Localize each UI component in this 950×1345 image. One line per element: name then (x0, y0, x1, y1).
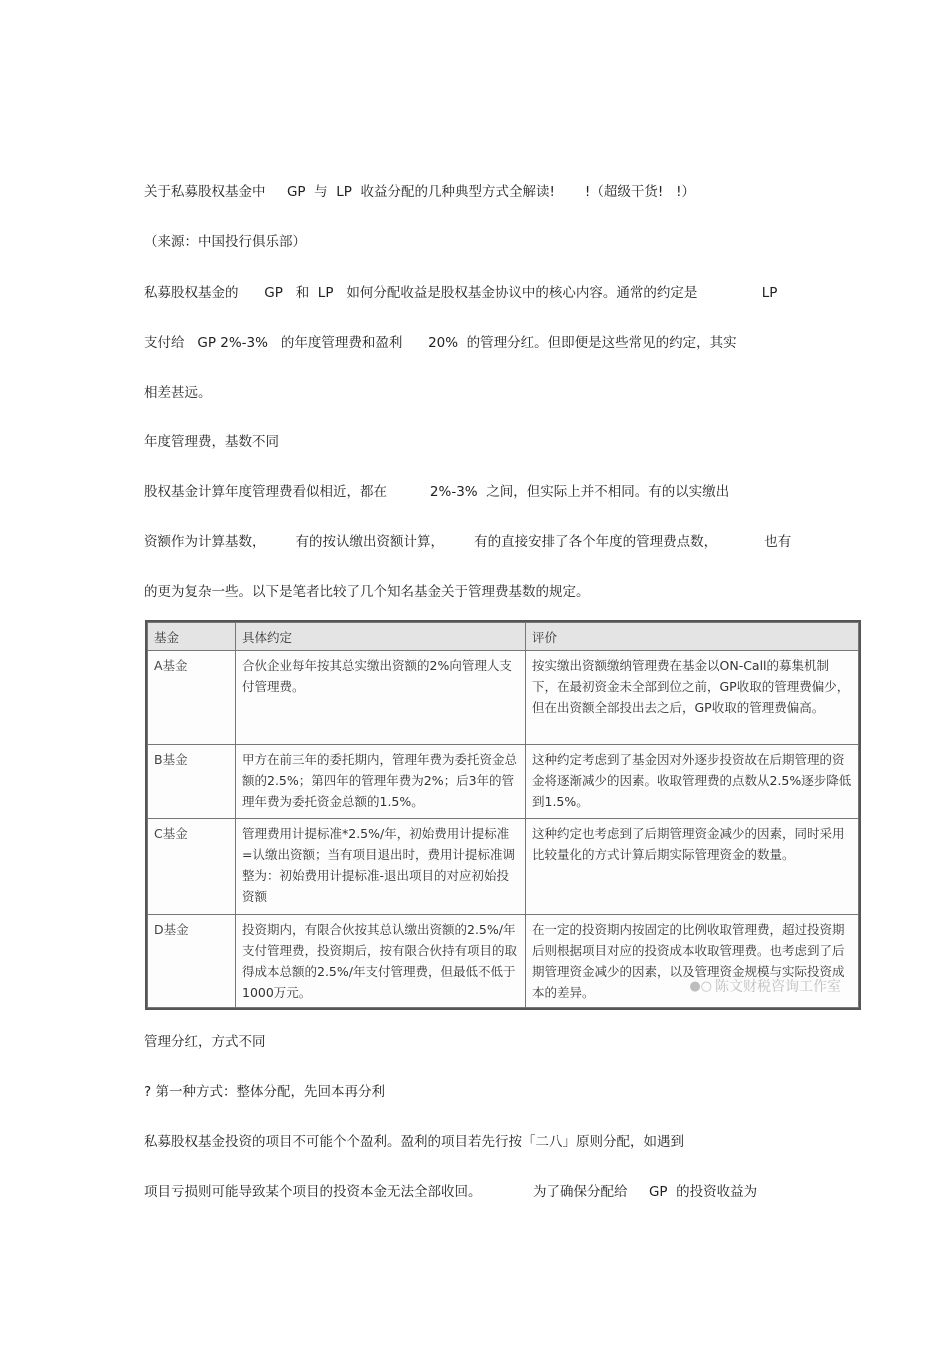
paragraph-line: 股权基金计算年度管理费看似相近，都在 2%-3% 之间，但实际上并不相同。有的以实缴出 (144, 484, 730, 500)
terms-cell: 管理费用计提标准*2.5%/年，初始费用计提标准=认缴出资额；当有项目退出时，费用计提标准调整为：初始费用计提标准-退出项目的对应初始投资额 (236, 819, 526, 915)
terms-cell: 甲方在前三年的委托期内，管理年费为委托资金总额的2.5%；第四年的管理年费为2%；后3年的管理年费为委托资金总额的1.5%。 (236, 745, 526, 819)
source-line: （来源：中国投行俱乐部） (144, 234, 306, 250)
paragraph-line: 相差甚远。 (144, 385, 212, 401)
comment-cell: 这种约定也考虑到了后期管理资金减少的因素，同时采用比较量化的方式计算后期实际管理资金的数量。 (526, 819, 859, 915)
paragraph-line: 项目亏损则可能导致某个项目的投资本金无法全部收回。 为了确保分配给 GP 的投资收益为 (144, 1184, 758, 1200)
paragraph-line: 私募股权基金投资的项目不可能个个盈利。盈利的项目若先行按「二八」原则分配，如遇到 (144, 1134, 684, 1150)
fund-cell: A基金 (148, 651, 236, 745)
fund-cell: D基金 (148, 915, 236, 1008)
table-header-row (148, 623, 859, 651)
table-row (148, 819, 859, 915)
terms-cell: 合伙企业每年按其总实缴出资额的2%向管理人支付管理费。 (236, 651, 526, 745)
article-title: 关于私募股权基金中 GP 与 LP 收益分配的几种典型方式全解读! !（超级干货! !） (144, 184, 696, 200)
paragraph-line: 资额作为计算基数， 有的按认缴出资额计算， 有的直接安排了各个年度的管理费点数， 也有 (144, 534, 792, 550)
table-row (148, 651, 859, 745)
header-terms: 具体约定 (236, 623, 526, 651)
paragraph-line: 私募股权基金的 GP 和 LP 如何分配收益是股权基金协议中的核心内容。通常的约定是 LP (144, 285, 778, 301)
comment-cell: 这种约定考虑到了基金因对外逐步投资故在后期管理的资金将逐渐减少的因素。收取管理费的点数从2.5%逐步降低到1.5%。 (526, 745, 859, 819)
table-row (148, 745, 859, 819)
fund-cell: B基金 (148, 745, 236, 819)
header-fund: 基金 (148, 623, 236, 651)
section-heading: 管理分红，方式不同 (144, 1034, 266, 1050)
watermark-text: 陈文财税咨询工作室 (715, 979, 841, 995)
paragraph-line: 支付给 GP 2%-3% 的年度管理费和盈利 20% 的管理分红。但即便是这些常见的约定，其实 (144, 335, 737, 351)
comment-cell: 按实缴出资额缴纳管理费在基金以ON-Call的募集机制下，在最初资金未全部到位之前，GP收取的管理费偏少，但在出资额全部投出去之后，GP收取的管理费偏高。 (526, 651, 859, 745)
header-comment: 评价 (526, 623, 859, 651)
paragraph-line: 的更为复杂一些。以下是笔者比较了几个知名基金关于管理费基数的规定。 (144, 584, 590, 600)
wechat-icon: ●○ (689, 978, 712, 994)
management-fee-table (145, 620, 861, 1010)
fund-cell: C基金 (148, 819, 236, 915)
watermark (689, 976, 841, 996)
subsection-heading: ? 第一种方式：整体分配，先回本再分利 (144, 1084, 385, 1100)
terms-cell: 投资期内，有限合伙按其总认缴出资额的2.5%/年支付管理费，投资期后，按有限合伙持有项目的取得成本总额的2.5%/年支付管理费，但最低不低于1000万元。 (236, 915, 526, 1008)
section-heading: 年度管理费，基数不同 (144, 434, 279, 450)
comment-cell: 在一定的投资期内按固定的比例收取管理费，超过投资期后则根据项目对应的投资成本收取管理费。也考虑到了后期管理资金减少的因素，以及管理资金规模与实际投资成本的差异。 (526, 915, 859, 1008)
